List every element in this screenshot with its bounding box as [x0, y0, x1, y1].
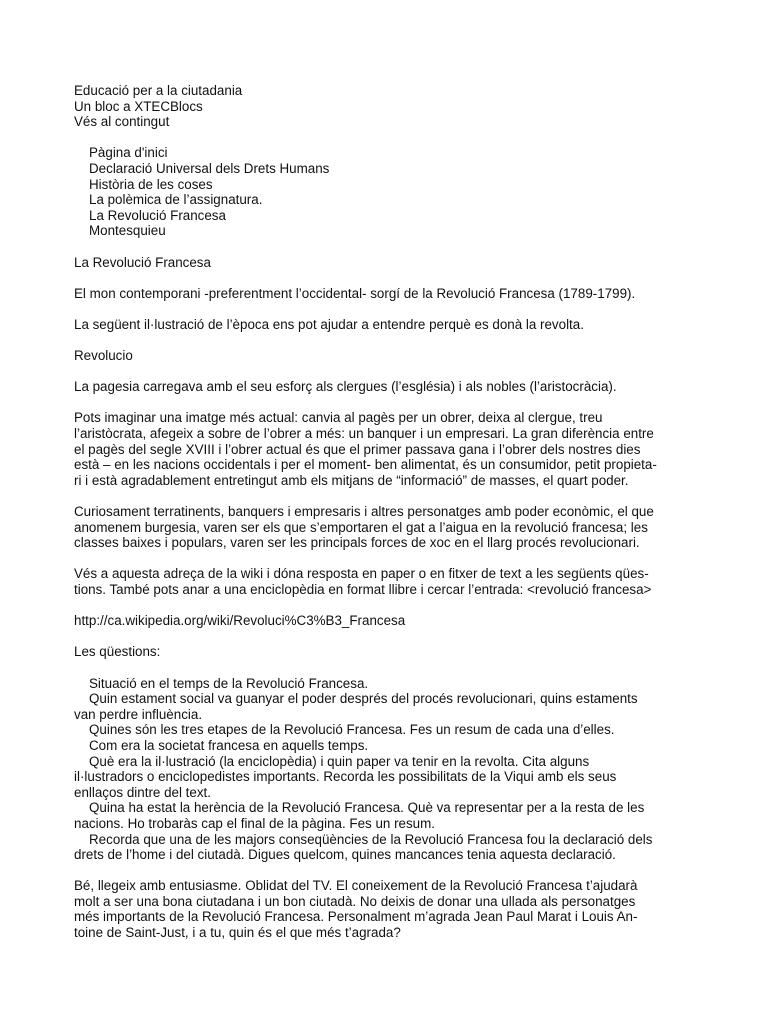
nav-item-montesquieu[interactable]: Montesquieu	[89, 223, 166, 239]
list-item: Recorda que una de les majors conseqüències de la Revolució Francesa fou la declaració dels drets de l’home i del ciutadà. Digues quelcom, quines mancances tenia aquesta declaració.	[74, 831, 653, 863]
nav-item-french-revolution[interactable]: La Revolució Francesa	[89, 207, 226, 223]
paragraph-peasantry: La pagesia carregava amb el seu esforç als clergues (l’església) i als nobles (l’aristocràcia).	[74, 379, 617, 395]
skip-to-content-link[interactable]: Vés al contingut	[74, 114, 170, 130]
image-caption: Revolucio	[74, 348, 133, 364]
nav-item-controversy[interactable]: La polèmica de l’assignatura.	[89, 192, 263, 208]
nav-item-home[interactable]: Pàgina d'inici	[89, 145, 168, 161]
list-item: Com era la societat francesa en aquells temps.	[89, 737, 369, 753]
paragraph-intro: El mon contemporani -preferentment l’occidental- sorgí de la Revolució Francesa (1789-1799).	[74, 285, 636, 301]
list-item: Què era la il·lustració (la enciclopèdia) i quin paper va tenir en la revolta. Cita alguns il·lustradors o enciclopedistes importants. Recorda les possibilitats de la Viqui amb els seus enllaços dintre del text.	[74, 753, 617, 800]
blog-subtitle: Un bloc a XTECBlocs	[74, 98, 203, 114]
paragraph-wiki-instructions: Vés a aquesta adreça de la wiki i dóna resposta en paper o en fitxer de text a les següents qües- tions. També pots anar a una enciclopèdia en format llibre i cercar l’entrada: <revolució francesa>	[74, 566, 652, 597]
paragraph-bourgeoisie: Curiosament terratinents, banquers i empresaris i altres personatges amb poder econòmic, el que anomenem burgesia, varen ser els que s’emportaren el gat a l’aigua en la revolució francesa; les classes baixes i populars, varen ser les principals forces de xoc en el llarg procés revolucionari.	[74, 504, 654, 551]
wiki-link-line	[74, 613, 694, 629]
document-page	[74, 83, 694, 941]
list-item: Quina ha estat la herència de la Revolució Francesa. Què va representar per a la resta de les nacions. Ho trobaràs cap el final de la pàgina. Fes un resum.	[74, 800, 645, 831]
article-title: La Revolució Francesa	[74, 254, 211, 270]
list-item: Situació en el temps de la Revolució Francesa.	[89, 675, 369, 691]
nav-menu	[74, 145, 694, 239]
blog-title[interactable]: Educació per a la ciutadania	[74, 83, 243, 98]
questions-title: Les qüestions:	[74, 644, 161, 660]
paragraph-illustration: La següent il·lustració de l’època ens pot ajudar a entendre perquè es donà la revolta.	[74, 316, 584, 332]
list-item: Quines són les tres etapes de la Revolució Francesa. Fes un resum de cada una d’elles.	[89, 722, 615, 738]
nav-item-story-of-stuff[interactable]: Història de les coses	[89, 176, 213, 192]
list-item: Quin estament social va guanyar el poder després del procés revolucionari, quins estaments van perdre influència.	[74, 691, 638, 722]
paragraph-modern-image: Pots imaginar una imatge més actual: canvia al pagès per un obrer, deixa al clergue, treu l’aristòcrata, afegeix a sobre de l’obrer a més: un banquer i un empresari. La gran diferència entre el pagès del segle XVIII i l’obrer actual és que el primer passava gana i l’obrer dels nostres dies està – en les nacions occidentals i per el moment- ben alimentat, és un consumidor, petit propieta- ri i està agradablement entretingut amb els mitjans de “informació” de masses, el quart poder.	[74, 410, 657, 488]
paragraph-closing: Bé, llegeix amb entusiasme. Oblidat del TV. El coneixement de la Revolució Francesa t’ajudarà molt a ser una bona ciutadana i un bon ciutadà. No deixis de donar una ullada als personatges més importants de la Revolució Francesa. Personalment m’agrada Jean Paul Marat i Louis An- toine de Saint-Just, i a tu, quin és el que més t’agrada?	[74, 878, 638, 941]
nav-item-human-rights[interactable]: Declaració Universal dels Drets Humans	[89, 160, 330, 176]
questions-list	[74, 676, 694, 863]
wiki-link[interactable]: http://ca.wikipedia.org/wiki/Revoluci%C3%B3_Francesa	[74, 613, 406, 629]
